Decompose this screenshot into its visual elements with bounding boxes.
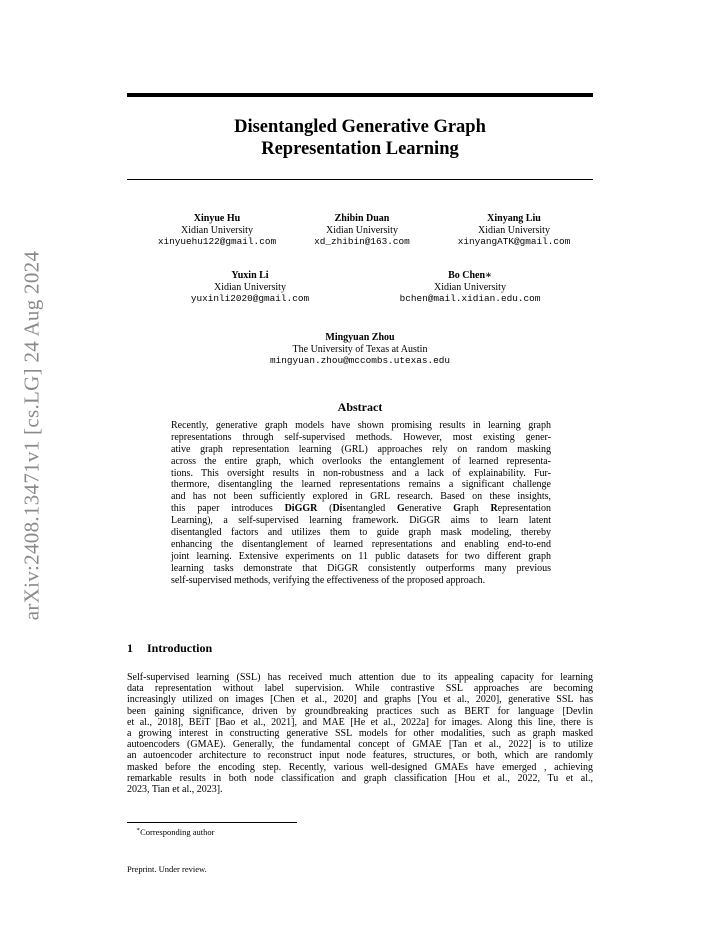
paper-title [127, 116, 593, 160]
text-line: remarkable results in both node classification and graph classification [Hou et al., 2022, Tu et al., [127, 772, 593, 784]
author-affiliation: Xidian University [478, 224, 550, 236]
text-line: and has not been sufficiently explored in GRL research. Based on these insights, [171, 491, 551, 503]
text-line: masked before the encoding step. Recently, various well-designed GMAEs have emerged , achieving [127, 761, 593, 773]
text-line: across the entire graph, which overlooks the entanglement of learned representa- [171, 455, 551, 467]
text-line: been gaining significance, driven by groundbreaking practices such as BERT for language [Devlin [127, 705, 593, 717]
text-line: et al., 2018], BEiT [Bao et al., 2021], and MAE [He et al., 2022a] for images. Along this line, there is [127, 716, 593, 728]
author-name: Xinyue Hu [193, 213, 241, 224]
author-email: yuxinli2020@gmail.com [190, 293, 310, 304]
author-block [282, 213, 442, 248]
text-line: disentangled factors and utilizes them to guide graph mask modeling, thereby [171, 527, 551, 539]
author-name: Bo Chen∗ [448, 270, 492, 281]
section-title: Introduction [147, 641, 213, 655]
author-affiliation: Xidian University [181, 224, 253, 236]
footnote-text: Corresponding author [140, 826, 215, 837]
author-email: mingyuan.zhou@mccombs.utexas.edu [269, 355, 451, 366]
text-line: joint learning. Extensive experiments on 11 public datasets for two different graph [171, 550, 551, 562]
text-line: learning tasks demonstrate that DiGGR consistently outperforms many previous [171, 562, 551, 574]
author-affiliation: Xidian University [214, 281, 286, 293]
author-email: xinyuehu122@gmail.com [157, 236, 277, 247]
text-line: ative graph representation learning (GRL) approaches rely on random masking [171, 443, 551, 455]
text-line: thermore, disentangling the learned representations remains a significant challenge [171, 479, 551, 491]
author-block [370, 270, 570, 305]
author-affiliation: Xidian University [326, 224, 398, 236]
abstract-body [171, 420, 551, 586]
text-line: autoencoders (GMAE). Generally, the fundamental concept of GMAE [Tan et al., 2022] is to utilize [127, 739, 593, 751]
abstract-heading: Abstract [337, 400, 383, 414]
text-line: data representation without label supervision. While contrastive SSL approaches are becoming [127, 683, 593, 695]
text-line: this paper introduces DiGGR (Disentangled Generative Graph Representation [171, 503, 552, 515]
text-line: enhancing the disentanglement of learned representations and enabling end-to-end [171, 538, 551, 550]
author-block [230, 332, 490, 367]
text-line: Self-supervised learning (SSL) has received much attention due to its appealing capacity for learning [127, 672, 593, 683]
author-affiliation: The University of Texas at Austin [292, 343, 428, 355]
author-block [137, 213, 297, 248]
author-name: Zhibin Duan [334, 213, 390, 224]
footnote-rule [127, 822, 297, 823]
author-name: Yuxin Li [231, 270, 269, 281]
title-bottom-rule [127, 179, 593, 180]
text-line: tions. This oversight results in non-robustness and a lack of explainability. Fur- [171, 467, 551, 479]
text-line: a growing interest in constructing generative SSL models for other modalities, such as graph masked [127, 727, 593, 739]
section-heading [127, 641, 212, 656]
text-line: Recently, generative graph models have shown promising results in learning graph [171, 420, 551, 431]
author-email: xd_zhibin@163.com [314, 236, 410, 247]
text-line: Learning), a self-supervised learning framework. DiGGR aims to learn latent [171, 515, 551, 527]
text-line: an autoencoder architecture to reconstruct input node features, structures, or both, which are randomly [127, 750, 593, 762]
author-block [429, 213, 599, 248]
preprint-note: Preprint. Under review. [127, 864, 207, 874]
arxiv-identifier: arXiv:2408.13471v1 [cs.LG] 24 Aug 2024 [19, 250, 44, 620]
author-name: Xinyang Liu [487, 213, 541, 224]
section-number: 1 [127, 641, 133, 655]
introduction-paragraph [127, 672, 593, 795]
text-line: self-supervised methods, verifying the effectiveness of the proposed approach. [171, 574, 486, 586]
text-line: increasingly utilized on images [Chen et al., 2020] and graphs [You et al., 2020], generative SSL has [127, 694, 593, 706]
title-line-1: Disentangled Generative Graph [234, 117, 486, 137]
title-line-2: Representation Learning [261, 139, 459, 159]
text-line: 2023, Tian et al., 2023]. [127, 783, 223, 795]
author-email: xinyangATK@gmail.com [457, 236, 571, 247]
author-block [170, 270, 330, 305]
author-name: Mingyuan Zhou [325, 332, 395, 343]
footnote [136, 826, 214, 837]
author-affiliation: Xidian University [434, 281, 506, 293]
text-line: representations through self-supervised methods. However, most existing gener- [171, 431, 551, 443]
footnote-mark: ∗ [136, 827, 141, 833]
title-top-rule [127, 93, 593, 97]
author-email: bchen@mail.xidian.edu.com [399, 293, 541, 304]
